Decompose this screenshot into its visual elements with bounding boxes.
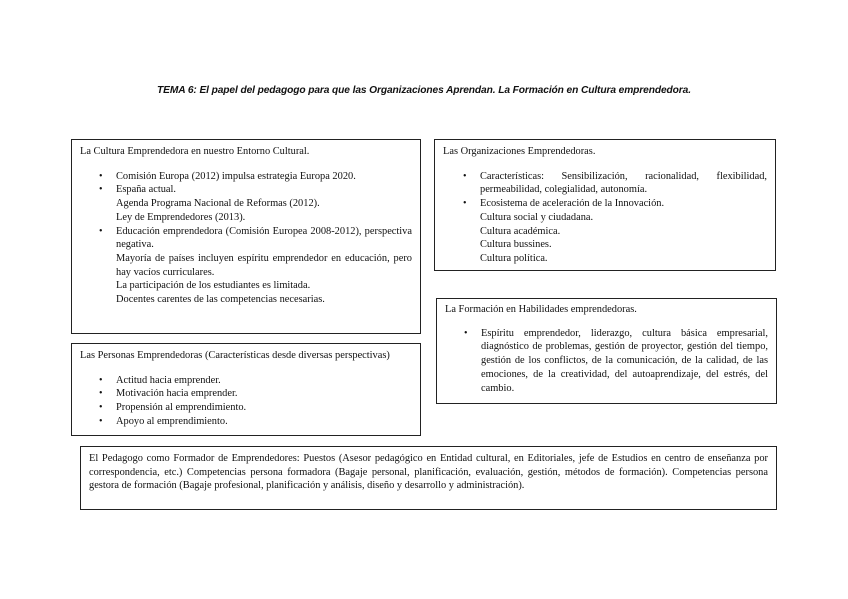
list-item-text: Ecosistema de aceleración de la Innovación. — [480, 198, 665, 210]
bullet-icon: • — [463, 170, 467, 182]
sub-line: Cultura social y ciudadana. — [480, 211, 594, 223]
bullet-icon: • — [99, 170, 103, 182]
organizaciones-list — [443, 170, 767, 266]
list-item — [463, 197, 767, 266]
pedagogo-text: El Pedagogo como Formador de Emprendedores: Puestos (Asesor pedagógico en Entidad cultural, en Editoriales, jefe de Estudios en centro de enseñanza por correspondencia, etc.) Competencias persona formadora (Bagaje personal, planificación, evaluación, gestión, métodos de formación). Competencias persona gestora de formación (Bagaje profesional, planificación y análisis, diseño y desarrollo y administración). — [89, 453, 768, 492]
sub-line: Cultura política. — [480, 252, 548, 264]
list-item — [99, 183, 412, 224]
organizaciones-heading: Las Organizaciones Emprendedoras. — [443, 146, 596, 157]
bullet-icon: • — [99, 184, 103, 196]
list-item-text: Actitud hacia emprender. — [116, 374, 221, 386]
list-item-text: España actual. — [116, 184, 177, 196]
formacion-list — [445, 327, 768, 396]
sub-line: Agenda Programa Nacional de Reformas (2012). — [116, 198, 320, 210]
list-item — [463, 170, 767, 197]
sub-line: Cultura bussines. — [480, 239, 552, 251]
formacion-habilidades-box — [436, 298, 777, 404]
page-title: TEMA 6: El papel del pedagogo para que las Organizaciones Aprendan. La Formación en Cultura emprendedora. — [157, 85, 691, 96]
formacion-heading: La Formación en Habilidades emprendedoras. — [445, 304, 637, 315]
list-item — [99, 374, 412, 388]
list-item-text: Motivación hacia emprender. — [116, 388, 238, 400]
personas-emprendedoras-box — [71, 343, 421, 436]
sub-line: Ley de Emprendedores (2013). — [116, 211, 246, 223]
bullet-icon: • — [99, 402, 103, 414]
list-item-text: Propensión al emprendimiento. — [116, 402, 247, 414]
bullet-icon: • — [99, 225, 103, 237]
list-item-text: Características: Sensibilización, racionalidad, flexibilidad, permeabilidad, colegialidad, autonomía. — [480, 170, 767, 196]
sub-line: Cultura académica. — [480, 225, 561, 237]
cultura-emprendedora-box — [71, 139, 421, 334]
personas-list — [80, 374, 412, 429]
organizaciones-emprendedoras-box — [434, 139, 776, 271]
bullet-icon: • — [464, 327, 468, 339]
list-item-text: Apoyo al emprendimiento. — [116, 415, 228, 427]
bullet-icon: • — [463, 198, 467, 210]
list-item — [99, 170, 412, 184]
list-item — [99, 401, 412, 415]
sub-line: Mayoría de países incluyen espíritu emprendedor en educación, pero hay vacíos curriculares. — [116, 252, 412, 278]
sub-line: Docentes carentes de las competencias necesarias. — [116, 294, 325, 306]
pedagogo-formador-box — [80, 446, 777, 510]
cultura-list — [80, 170, 412, 307]
list-item — [99, 415, 412, 429]
list-item-text: Comisión Europa (2012) impulsa estrategia Europa 2020. — [116, 170, 356, 182]
list-item — [99, 225, 412, 307]
bullet-icon: • — [99, 374, 103, 386]
personas-heading: Las Personas Emprendedoras (Características desde diversas perspectivas) — [80, 350, 390, 361]
cultura-heading: La Cultura Emprendedora en nuestro Entorno Cultural. — [80, 146, 310, 157]
list-item-text: Educación emprendedora (Comisión Europea 2008-2012), perspectiva negativa. — [116, 225, 412, 251]
bullet-icon: • — [99, 415, 103, 427]
sub-line: La participación de los estudiantes es limitada. — [116, 280, 311, 292]
list-item-text: Espíritu emprendedor, liderazgo, cultura básica empresarial, diagnóstico de problemas, gestión de proyector, gestión del tiempo, gestión de los conflictos, de la comunicación, de la calidad, de las emociones, de la creatividad, del autoaprendizaje, del estrés, del cambio. — [481, 327, 768, 394]
bullet-icon: • — [99, 388, 103, 400]
list-item — [99, 387, 412, 401]
list-item — [464, 327, 768, 396]
